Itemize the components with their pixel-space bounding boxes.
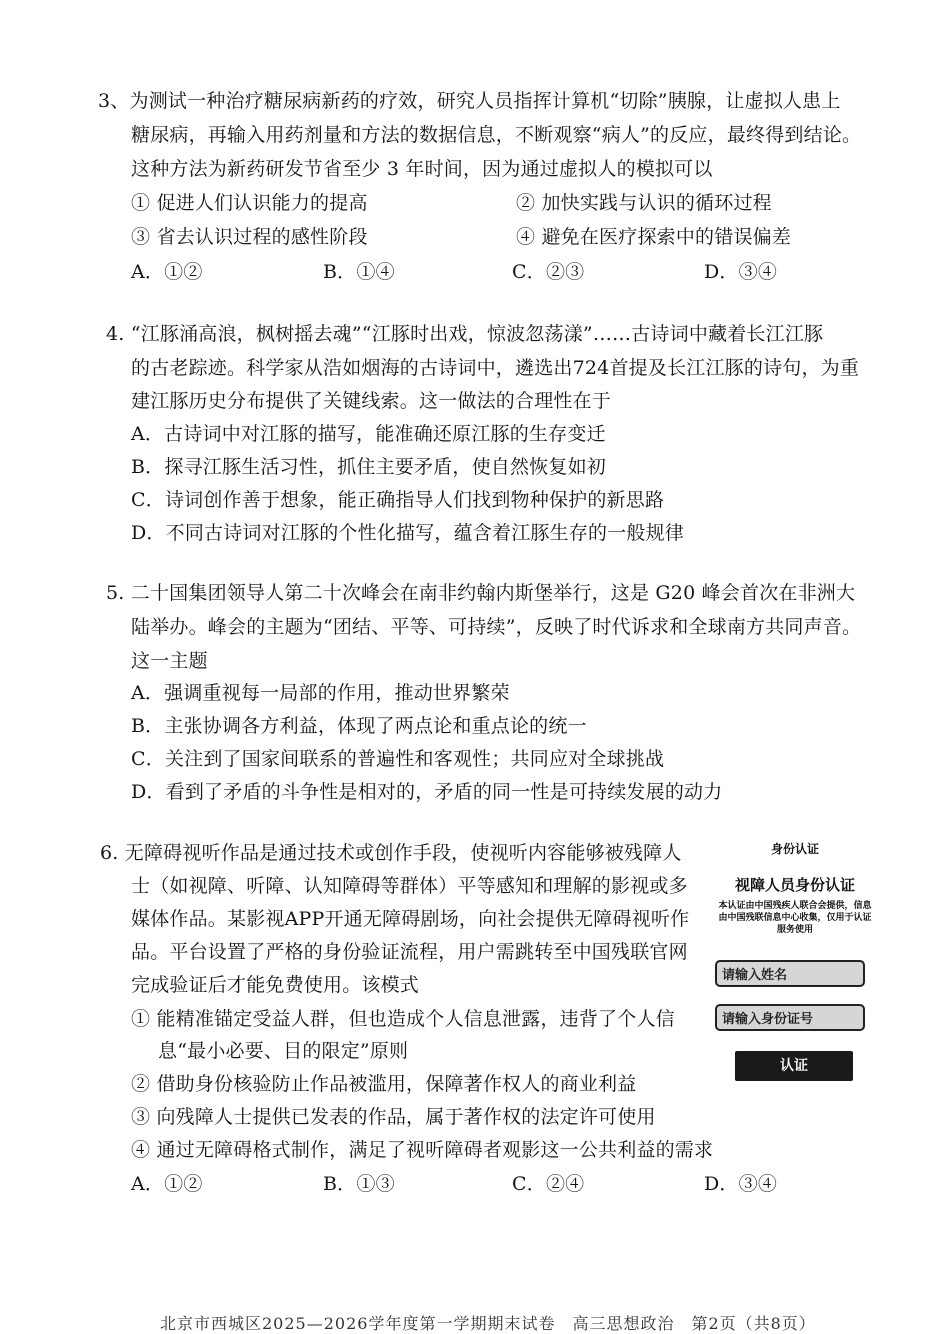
- q4-stem-line: 4. “江豚涌高浪，枫树摇去魂”“江豚时出戏，惊波忽荡漾”……古诗词中藏着长江江豚: [106, 323, 824, 345]
- page-footer: 北京市西城区2025—2026学年度第一学期期末试卷 高三思想政治 第2页（共8页）: [160, 1314, 816, 1333]
- q6-statement-1-cont: 息“最小必要、目的限定”原则: [158, 1040, 409, 1062]
- identity-verification-panel: [710, 834, 880, 1094]
- q5-option-b[interactable]: B．主张协调各方利益，体现了两点论和重点论的统一: [131, 715, 587, 737]
- q4-stem-line: 建江豚历史分布提供了关键线索。这一做法的合理性在于: [131, 390, 612, 412]
- q4-stem-line: 的古老踪迹。科学家从浩如烟海的古诗词中，遴选出724首提及长江江豚的诗句，为重: [131, 357, 860, 379]
- q6-choice-c[interactable]: C．②④: [512, 1173, 585, 1195]
- q6-statement-1: ① 能精准锚定受益人群，但也造成个人信息泄露，违背了个人信: [131, 1008, 675, 1030]
- q6-choice-d[interactable]: D．③④: [704, 1173, 778, 1195]
- q3-stem-line: 糖尿病，再输入用药剂量和方法的数据信息，不断观察“病人”的反应，最终得到结论。: [131, 124, 862, 146]
- q3-stem-line: 这种方法为新药研发节省至少 3 年时间，因为通过虚拟人的模拟可以: [131, 158, 713, 180]
- id-number-input[interactable]: 请输入身份证号: [715, 1004, 865, 1031]
- q6-statement-4: ④ 通过无障碍格式制作，满足了视听障碍者观影这一公共利益的需求: [131, 1139, 714, 1161]
- q3-statement-2: ② 加快实践与认识的循环过程: [516, 192, 772, 214]
- panel-header: 身份认证: [770, 842, 819, 856]
- q5-stem-line: 陆举办。峰会的主题为“团结、平等、可持续”，反映了时代诉求和全球南方共同声音。: [131, 616, 862, 638]
- q6-stem-line: 士（如视障、听障、认知障碍等群体）平等感知和理解的影视或多: [131, 875, 688, 897]
- panel-notice: 本认证由中国残疾人联合会提供，信息由中国残联信息中心收集，仅用于认证服务使用: [718, 901, 872, 935]
- q5-option-c[interactable]: C．关注到了国家间联系的普遍性和客观性；共同应对全球挑战: [131, 748, 665, 770]
- q3-statement-1: ① 促进人们认识能力的提高: [131, 192, 368, 214]
- q5-stem-line: 5. 二十国集团领导人第二十次峰会在南非约翰内斯堡举行，这是 G20 峰会首次在非洲大: [106, 582, 856, 604]
- q6-statement-2: ② 借助身份核验防止作品被滥用，保障著作权人的商业利益: [131, 1073, 637, 1095]
- q4-option-b[interactable]: B．探寻江豚生活习性，抓住主要矛盾，使自然恢复如初: [131, 456, 606, 478]
- q4-option-d[interactable]: D．不同古诗词对江豚的个性化描写，蕴含着江豚生存的一般规律: [131, 522, 685, 544]
- q3-choice-d[interactable]: D．③④: [704, 261, 778, 283]
- q5-option-a[interactable]: A．强调重视每一局部的作用，推动世界繁荣: [131, 682, 510, 704]
- verify-button[interactable]: 认证: [735, 1051, 853, 1081]
- q4-option-c[interactable]: C．诗词创作善于想象，能正确指导人们找到物种保护的新思路: [131, 489, 665, 511]
- q4-option-a[interactable]: A．古诗词中对江豚的描写，能准确还原江豚的生存变迁: [131, 423, 606, 445]
- q6-choice-a[interactable]: A．①②: [131, 1173, 203, 1195]
- q6-stem-line: 完成验证后才能免费使用。该模式: [131, 974, 420, 996]
- name-input[interactable]: 请输入姓名: [715, 960, 865, 987]
- q5-option-d[interactable]: D．看到了矛盾的斗争性是相对的，矛盾的同一性是可持续发展的动力: [131, 781, 723, 803]
- q6-stem-line: 媒体作品。某影视APP开通无障碍剧场，向社会提供无障碍视听作: [131, 908, 690, 930]
- q5-stem-line: 这一主题: [131, 650, 208, 672]
- q6-choice-b[interactable]: B．①③: [323, 1173, 395, 1195]
- q3-choice-c[interactable]: C．②③: [512, 261, 585, 283]
- q3-choice-b[interactable]: B．①④: [323, 261, 395, 283]
- q6-stem-line: 品。平台设置了严格的身份验证流程，用户需跳转至中国残联官网: [131, 941, 688, 963]
- panel-title: 视障人员身份认证: [734, 876, 855, 894]
- q6-statement-3: ③ 向残障人士提供已发表的作品，属于著作权的法定许可使用: [131, 1106, 656, 1128]
- q3-statement-3: ③ 省去认识过程的感性阶段: [131, 226, 368, 248]
- q3-statement-4: ④ 避免在医疗探索中的错误偏差: [516, 226, 792, 248]
- q3-stem-line: 3、为测试一种治疗糖尿病新药的疗效，研究人员指挥计算机“切除”胰腺，让虚拟人患上: [98, 90, 841, 112]
- q3-choice-a[interactable]: A．①②: [131, 261, 203, 283]
- q6-stem-line: 6. 无障碍视听作品是通过技术或创作手段，使视听内容能够被残障人: [100, 842, 682, 864]
